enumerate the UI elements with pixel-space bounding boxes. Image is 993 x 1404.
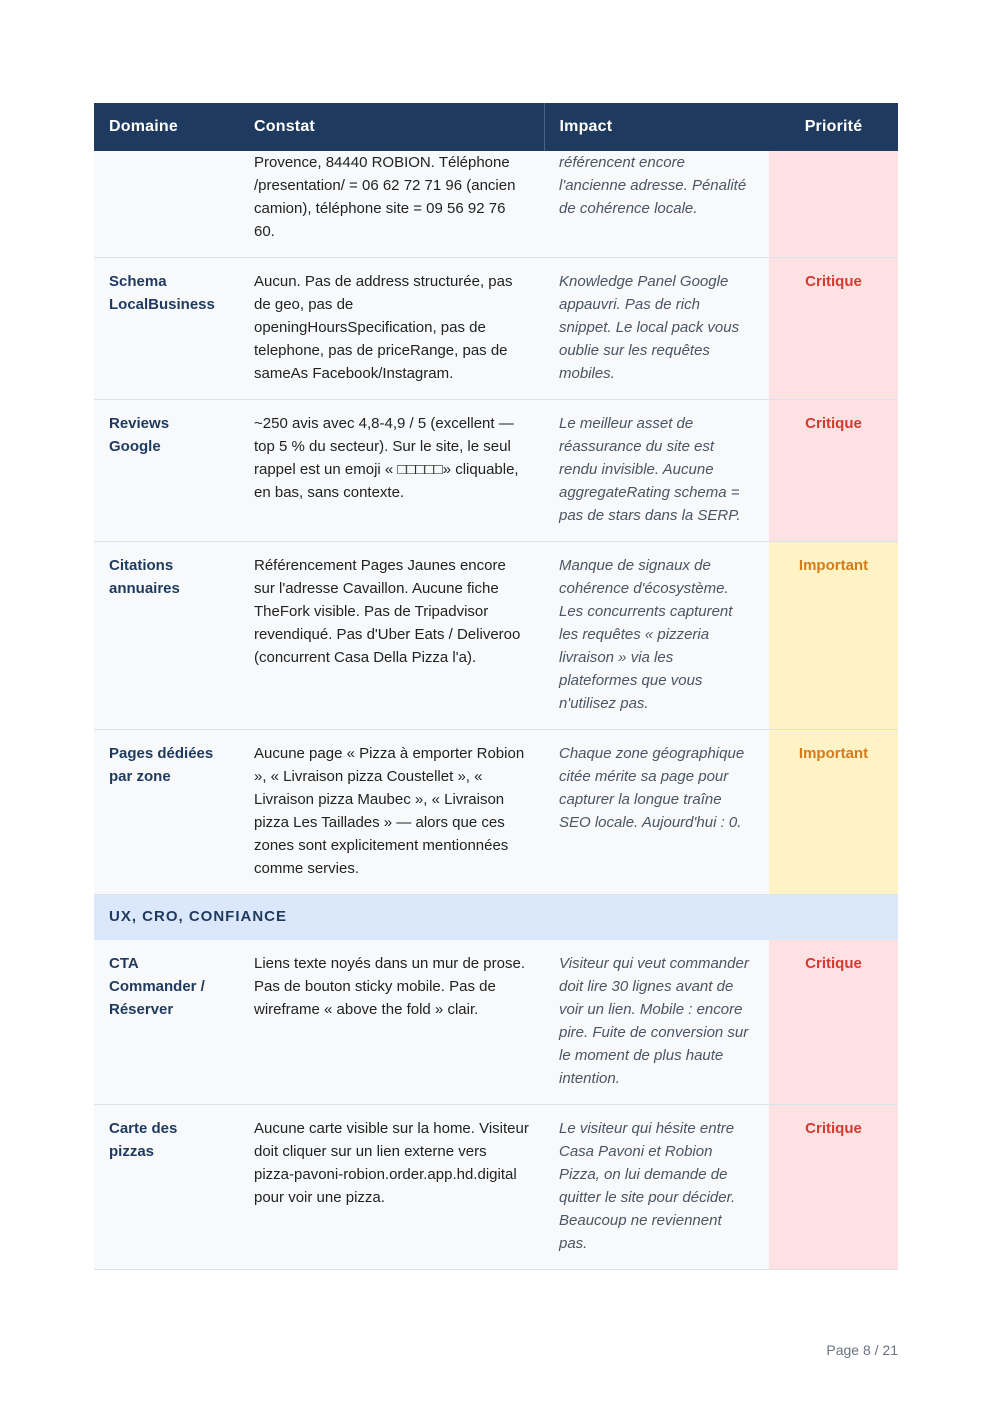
row-impact: Visiteur qui veut commander doit lire 30 lignes avant de voir un lien. Mobile : encore pire. Fuite de conversion sur le moment de plus haute intention. [544,940,769,1105]
row-constat: Provence, 84440 ROBION. Téléphone /presentation/ = 06 62 72 71 96 (ancien camion), téléphone site = 09 56 92 76 60. [239,151,544,258]
row-domaine: Citations annuaires [94,542,239,730]
row-priority-badge: Critique [769,940,898,1105]
table-row [94,542,898,730]
table-header [94,103,898,151]
row-domaine: Pages dédiées par zone [94,730,239,895]
row-constat: Aucune carte visible sur la home. Visiteur doit cliquer sur un lien externe vers pizza-pavoni-robion.order.app.hd.digital pour voir une pizza. [239,1105,544,1270]
section-header-row [94,895,898,941]
row-domaine: Carte des pizzas [94,1105,239,1270]
row-domaine: Schema LocalBusiness [94,258,239,400]
table-row [94,940,898,1105]
page-number: Page 8 / 21 [826,1342,898,1358]
row-impact: Manque de signaux de cohérence d'écosystème. Les concurrents capturent les requêtes « pizzeria livraison » via les plateformes que vous n'utilisez pas. [544,542,769,730]
row-impact: Le visiteur qui hésite entre Casa Pavoni et Robion Pizza, on lui demande de quitter le site pour décider. Beaucoup ne reviennent pas. [544,1105,769,1270]
table-row [94,730,898,895]
audit-table [94,103,898,1270]
row-impact: référencent encore l'ancienne adresse. Pénalité de cohérence locale. [544,151,769,258]
row-domaine: CTA Commander / Réserver [94,940,239,1105]
row-constat: Référencement Pages Jaunes encore sur l'adresse Cavaillon. Aucune fiche TheFork visible. Pas de Tripadvisor revendiqué. Pas d'Uber Eats / Deliveroo (concurrent Casa Della Pizza l'a). [239,542,544,730]
header-priorite: Priorité [769,103,898,151]
table-row [94,400,898,542]
row-constat: Liens texte noyés dans un mur de prose. Pas de bouton sticky mobile. Pas de wireframe « above the fold » clair. [239,940,544,1105]
row-constat: ~250 avis avec 4,8-4,9 / 5 (excellent — top 5 % du secteur). Sur le site, le seul rappel est un emoji « □□□□□» cliquable, en bas, sans contexte. [239,400,544,542]
row-impact: Chaque zone géographique citée mérite sa page pour capturer la longue traîne SEO locale. Aujourd'hui : 0. [544,730,769,895]
row-priority-badge: Critique [769,400,898,542]
row-constat: Aucun. Pas de address structurée, pas de geo, pas de openingHoursSpecification, pas de telephone, pas de priceRange, pas de sameAs Facebook/Instagram. [239,258,544,400]
row-constat: Aucune page « Pizza à emporter Robion », « Livraison pizza Coustellet », « Livraison pizza Maubec », « Livraison pizza Les Taillades » — alors que ces zones sont explicitement mentionnées comme servies. [239,730,544,895]
header-domaine: Domaine [94,103,239,151]
row-priority-badge: Critique [769,258,898,400]
row-priority-badge [769,151,898,258]
row-domaine [94,151,239,258]
table-row [94,1105,898,1270]
table-row [94,258,898,400]
row-priority-badge: Important [769,730,898,895]
header-row [94,103,898,151]
row-impact: Knowledge Panel Google appauvri. Pas de rich snippet. Le local pack vous oublie sur les requêtes mobiles. [544,258,769,400]
section-title: UX, CRO, CONFIANCE [94,895,898,941]
row-domaine: Reviews Google [94,400,239,542]
row-impact: Le meilleur asset de réassurance du site est rendu invisible. Aucune aggregateRating schema = pas de stars dans la SERP. [544,400,769,542]
table-body [94,151,898,1270]
row-priority-badge: Important [769,542,898,730]
row-priority-badge: Critique [769,1105,898,1270]
table-row [94,151,898,258]
header-impact: Impact [544,103,769,151]
header-constat: Constat [239,103,544,151]
